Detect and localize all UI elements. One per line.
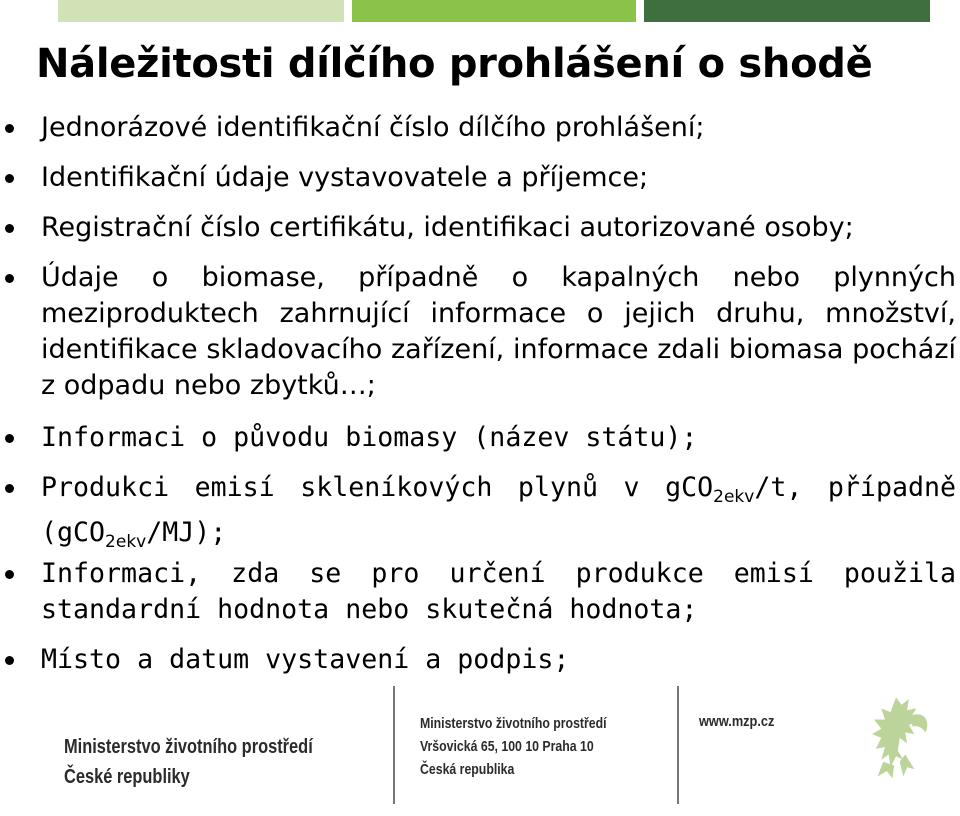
list-item-text: Registrační číslo certifikátu, identifikaci autorizované osoby; [41, 212, 854, 243]
header-stripe-green [352, 0, 636, 22]
list-item [0, 420, 960, 470]
website-link[interactable] [699, 712, 774, 732]
lion-shape [872, 697, 927, 778]
slide-title: Náležitosti dílčího prohlášení o shodě [36, 41, 873, 87]
bullet-icon [5, 434, 14, 443]
website-text[interactable]: www.mzp.cz [699, 713, 775, 730]
emissions-subscript-1: 2ekv [713, 487, 755, 507]
bullet-icon [5, 124, 14, 133]
list-item-text: Informaci, zda se pro určení produkce emisí použila standardní hodnota nebo skutečná hodnota; [41, 558, 956, 625]
list-item [0, 260, 960, 420]
bullet-icon [5, 484, 14, 493]
list-item [0, 470, 960, 556]
bullet-icon [5, 224, 14, 233]
list-item-text: Jednorázové identifikační číslo dílčího prohlášení; [41, 112, 705, 143]
header-stripe-light [58, 0, 344, 22]
requirements-list [0, 110, 960, 692]
emissions-item-text [41, 470, 956, 560]
list-item-text: Informaci o původu biomasy (název státu); [41, 422, 698, 453]
bullet-icon [5, 274, 14, 283]
emissions-subscript-2: 2ekv [105, 532, 147, 552]
header-stripe-dark [644, 0, 930, 22]
emissions-text-part2: /t, případně (gCO [41, 472, 956, 548]
bullet-icon [5, 656, 14, 665]
address-line3: Česká republika [420, 761, 515, 778]
address-line2: Vršovická 65, 100 10 Praha 10 [420, 738, 594, 755]
bullet-icon [5, 174, 14, 183]
list-item [0, 160, 960, 210]
ministry-logo-text [64, 732, 313, 792]
list-item [0, 210, 960, 260]
ministry-name-line2: České republiky [64, 766, 190, 788]
czech-lion-emblem-icon [850, 690, 942, 782]
footer-divider [677, 686, 679, 804]
list-item [0, 556, 960, 642]
list-item-text: Místo a datum vystavení a podpis; [41, 644, 570, 675]
address-line1: Ministerstvo životního prostředí [420, 715, 607, 732]
emissions-text-part3: /MJ); [146, 517, 227, 548]
address-block [420, 712, 607, 781]
list-item-text: Údaje o biomase, případně o kapalných nebo plynných meziproduktech zahrnující informace o jejich druhu, množství, identifikace skladovacího zařízení, informace zdali biomasa pochází z odpadu nebo zbytků…; [41, 262, 956, 401]
footer-divider [393, 686, 395, 804]
list-item [0, 110, 960, 160]
ministry-name-line1: Ministerstvo životního prostředí [64, 736, 313, 758]
list-item [0, 642, 960, 692]
footer [0, 686, 960, 816]
bullet-icon [5, 570, 14, 579]
emissions-text-part1: Produkci emisí skleníkových plynů v gCO [41, 472, 714, 503]
list-item-text: Identifikační údaje vystavovatele a příjemce; [41, 162, 649, 193]
